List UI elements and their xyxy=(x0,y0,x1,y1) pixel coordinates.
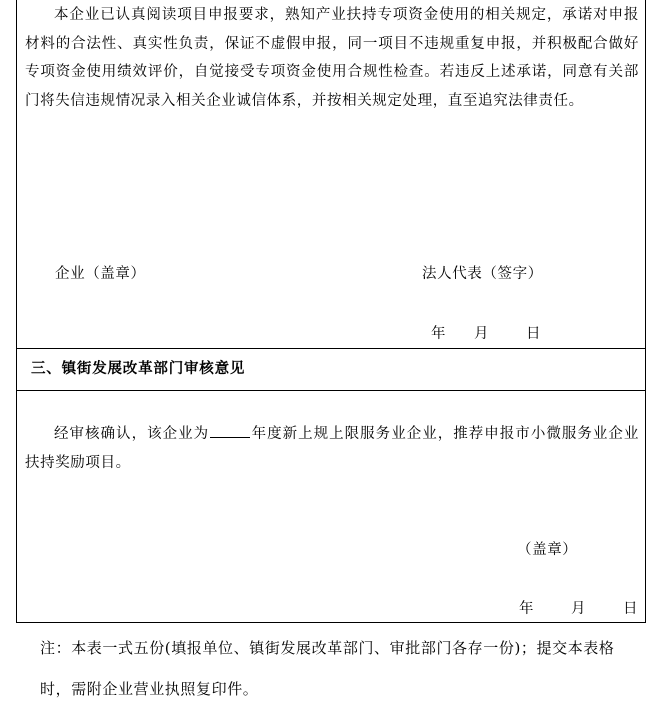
commitment-date-day: 日 xyxy=(526,326,542,342)
review-text-after-blank: 年度新上规上限服务业企业，推荐申报市小微服务业企业扶持奖励项目。 xyxy=(25,426,640,471)
review-date-day: 日 xyxy=(623,601,639,617)
legal-representative-signature-label: 法人代表（签字） xyxy=(422,266,543,282)
review-date-month: 月 xyxy=(571,601,587,617)
company-seal-label: 企业（盖章） xyxy=(55,266,146,282)
commitment-date-month: 月 xyxy=(474,326,490,342)
form-footnote: 注：本表一式五份(填报单位、镇街发展改革部门、审批部门各存一份)；提交本表格时，需附企业营业执照复印件。 xyxy=(40,639,615,698)
form-table xyxy=(16,0,646,623)
year-blank-field[interactable] xyxy=(210,423,250,438)
commitment-paragraph: 本企业已认真阅读项目申报要求，熟知产业扶持专项资金使用的相关规定，承诺对申报材料的合法性、真实性负责，保证不虚假申报，同一项目不违规重复申报，并积极配合做好专项资金使用绩效评价，自觉接受专项资金使用合规性检查。若违反上述承诺，同意有关部门将失信违规情况录入相关企业诚信体系，并按相关规定处理，直至追究法律责任。 xyxy=(25,7,639,109)
department-seal-label: （盖章） xyxy=(517,542,578,558)
section-3-title: 三、镇街发展改革部门审核意见 xyxy=(31,360,246,377)
row-divider xyxy=(17,390,645,391)
review-date-year: 年 xyxy=(519,601,535,617)
row-divider xyxy=(17,348,645,349)
review-text-before-blank: 经审核确认，该企业为 xyxy=(54,426,210,442)
commitment-date-year: 年 xyxy=(431,326,447,342)
review-opinion-paragraph xyxy=(25,420,639,477)
